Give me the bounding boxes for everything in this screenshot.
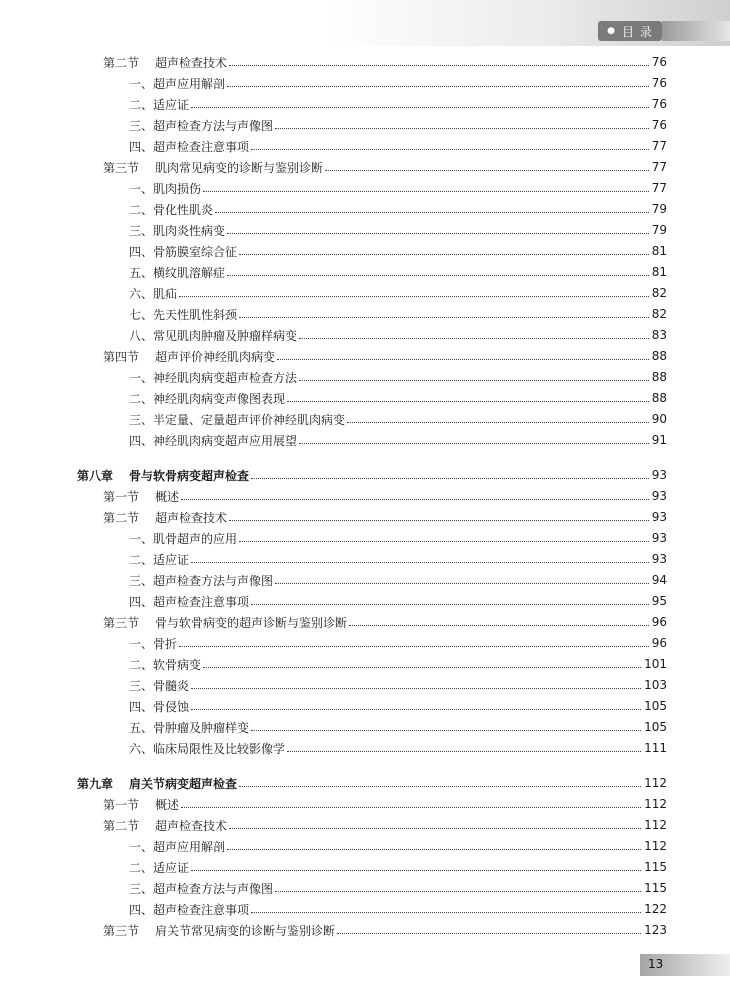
dot-leader bbox=[227, 85, 649, 87]
toc-number: 第二节 bbox=[103, 510, 140, 525]
toc-title: 肩关节常见病变的诊断与鉴别诊断 bbox=[155, 923, 336, 938]
toc-page-number: 77 bbox=[651, 160, 667, 174]
toc-title: 一、肌骨超声的应用 bbox=[129, 531, 238, 546]
toc-title: 超声评价神经肌肉病变 bbox=[155, 349, 276, 364]
toc-section-row bbox=[103, 613, 667, 631]
toc-section-row bbox=[103, 508, 667, 526]
toc-item-row bbox=[129, 655, 667, 673]
toc-item-row bbox=[129, 837, 667, 855]
toc-title: 一、超声应用解剖 bbox=[129, 839, 226, 854]
dot-leader bbox=[239, 316, 649, 318]
dot-leader bbox=[181, 498, 649, 500]
toc-page-number: 105 bbox=[644, 699, 667, 713]
toc-item-row bbox=[129, 179, 667, 197]
toc-item-row bbox=[129, 410, 667, 428]
toc-item-row bbox=[129, 200, 667, 218]
dot-leader bbox=[227, 848, 641, 850]
dot-leader bbox=[275, 890, 641, 892]
toc-page-number: 122 bbox=[644, 902, 667, 916]
dot-leader bbox=[203, 666, 641, 668]
toc-title: 四、超声检查注意事项 bbox=[129, 594, 250, 609]
dot-leader bbox=[191, 687, 641, 689]
toc-page-number: 96 bbox=[651, 636, 667, 650]
dot-leader bbox=[349, 624, 649, 626]
toc-page-number: 95 bbox=[651, 594, 667, 608]
toc-title: 四、神经肌肉病变超声应用展望 bbox=[129, 433, 298, 448]
toc-item-row bbox=[129, 95, 667, 113]
toc-section-row bbox=[103, 158, 667, 176]
toc-section-row bbox=[103, 347, 667, 365]
toc-title: 六、临床局限性及比较影像学 bbox=[129, 741, 286, 756]
toc-chapter-row bbox=[77, 774, 667, 792]
toc-page-number: 105 bbox=[644, 720, 667, 734]
toc-title: 超声检查技术 bbox=[155, 55, 228, 70]
toc-item-row bbox=[129, 305, 667, 323]
dot-leader bbox=[251, 911, 641, 913]
toc-number: 第二节 bbox=[103, 55, 140, 70]
toc-section-row bbox=[103, 53, 667, 71]
toc-chapter-row bbox=[77, 466, 667, 484]
toc-page-number: 79 bbox=[651, 202, 667, 216]
toc-page-number: 91 bbox=[651, 433, 667, 447]
dot-leader bbox=[239, 253, 649, 255]
toc-title: 五、横纹肌溶解症 bbox=[129, 265, 226, 280]
toc-number: 第一节 bbox=[103, 489, 140, 504]
toc-title: 一、肌肉损伤 bbox=[129, 181, 202, 196]
toc-title: 二、适应证 bbox=[129, 97, 190, 112]
toc-title: 八、常见肌肉肿瘤及肿瘤样病变 bbox=[129, 328, 298, 343]
dot-leader bbox=[299, 379, 649, 381]
toc-title: 二、适应证 bbox=[129, 860, 190, 875]
toc-title: 七、先天性肌性斜颈 bbox=[129, 307, 238, 322]
toc-page-number: 93 bbox=[651, 468, 667, 482]
dot-leader bbox=[239, 785, 641, 787]
toc-item-row bbox=[129, 879, 667, 897]
toc-item-row bbox=[129, 116, 667, 134]
dot-leader bbox=[251, 729, 641, 731]
toc-page-number: 115 bbox=[644, 860, 667, 874]
toc-title: 二、骨化性肌炎 bbox=[129, 202, 214, 217]
toc-item-row bbox=[129, 137, 667, 155]
header-label: 目 录 bbox=[622, 24, 653, 39]
toc-number: 第三节 bbox=[103, 923, 140, 938]
toc-page-number: 115 bbox=[644, 881, 667, 895]
toc-page-number: 81 bbox=[651, 265, 667, 279]
toc-section-row bbox=[103, 795, 667, 813]
toc-page-number: 77 bbox=[651, 181, 667, 195]
toc-title: 三、超声检查方法与声像图 bbox=[129, 881, 274, 896]
toc-page-number: 88 bbox=[651, 391, 667, 405]
toc-page-number: 90 bbox=[651, 412, 667, 426]
toc-section-row bbox=[103, 921, 667, 939]
toc-page-number: 111 bbox=[644, 741, 667, 755]
dot-leader bbox=[227, 274, 649, 276]
toc-title: 三、半定量、定量超声评价神经肌肉病变 bbox=[129, 412, 346, 427]
toc-title: 四、超声检查注意事项 bbox=[129, 139, 250, 154]
toc-page-number: 82 bbox=[651, 286, 667, 300]
dot-leader bbox=[251, 603, 649, 605]
toc-item-row bbox=[129, 389, 667, 407]
toc-title: 三、超声检查方法与声像图 bbox=[129, 118, 274, 133]
toc-title: 三、骨髓炎 bbox=[129, 678, 190, 693]
toc-section-row bbox=[103, 487, 667, 505]
toc-title: 超声检查技术 bbox=[155, 818, 228, 833]
dot-leader bbox=[347, 421, 649, 423]
toc-item-row bbox=[129, 326, 667, 344]
toc-title: 三、超声检查方法与声像图 bbox=[129, 573, 274, 588]
toc-title: 四、骨筋膜室综合征 bbox=[129, 244, 238, 259]
dot-leader bbox=[275, 127, 649, 129]
toc-title: 一、超声应用解剖 bbox=[129, 76, 226, 91]
toc-page-number: 123 bbox=[644, 923, 667, 937]
toc-item-row bbox=[129, 900, 667, 918]
toc-page-number: 112 bbox=[644, 839, 667, 853]
toc-title: 四、骨侵蚀 bbox=[129, 699, 190, 714]
toc-item-row bbox=[129, 697, 667, 715]
dot-leader bbox=[277, 358, 649, 360]
toc-title: 骨与软骨病变的超声诊断与鉴别诊断 bbox=[155, 615, 348, 630]
toc-item-row bbox=[129, 592, 667, 610]
toc-title: 二、软骨病变 bbox=[129, 657, 202, 672]
dot-leader bbox=[299, 337, 649, 339]
toc-page-number: 96 bbox=[651, 615, 667, 629]
toc-item-row bbox=[129, 431, 667, 449]
toc-page-number: 83 bbox=[651, 328, 667, 342]
page-number: 13 bbox=[648, 957, 664, 971]
dot-leader bbox=[337, 932, 641, 934]
toc-number: 第三节 bbox=[103, 160, 140, 175]
toc-title: 肩关节病变超声检查 bbox=[129, 776, 238, 791]
toc-page-number: 88 bbox=[651, 349, 667, 363]
toc-item-row bbox=[129, 242, 667, 260]
toc-item-row bbox=[129, 529, 667, 547]
dot-leader bbox=[203, 190, 649, 192]
dot-leader bbox=[181, 806, 641, 808]
toc-item-row bbox=[129, 550, 667, 568]
toc-title: 三、肌肉炎性病变 bbox=[129, 223, 226, 238]
toc-item-row bbox=[129, 368, 667, 386]
toc-item-row bbox=[129, 858, 667, 876]
dot-leader bbox=[215, 211, 649, 213]
dot-leader bbox=[179, 645, 649, 647]
dot-leader bbox=[191, 106, 649, 108]
toc-page-number: 77 bbox=[651, 139, 667, 153]
dot-leader bbox=[275, 582, 649, 584]
dot-leader bbox=[287, 750, 641, 752]
dot-leader bbox=[325, 169, 649, 171]
dot-leader bbox=[191, 561, 649, 563]
toc-item-row bbox=[129, 634, 667, 652]
dot-leader bbox=[191, 708, 641, 710]
toc-title: 骨与软骨病变超声检查 bbox=[129, 468, 250, 483]
header-fade bbox=[662, 21, 730, 41]
toc-page-number: 93 bbox=[651, 489, 667, 503]
toc-title: 概述 bbox=[155, 489, 180, 504]
dot-leader bbox=[179, 295, 649, 297]
toc-title: 一、骨折 bbox=[129, 636, 178, 651]
toc-item-row bbox=[129, 221, 667, 239]
toc-number: 第三节 bbox=[103, 615, 140, 630]
toc-page-number: 76 bbox=[651, 118, 667, 132]
dot-leader bbox=[191, 869, 641, 871]
toc-page-number: 103 bbox=[644, 678, 667, 692]
toc-page-number: 79 bbox=[651, 223, 667, 237]
toc-page-number: 82 bbox=[651, 307, 667, 321]
dot-leader bbox=[229, 827, 641, 829]
toc-title: 五、骨肿瘤及肿瘤样变 bbox=[129, 720, 250, 735]
toc-title: 二、神经肌肉病变声像图表现 bbox=[129, 391, 286, 406]
toc-item-row bbox=[129, 739, 667, 757]
toc-number: 第一节 bbox=[103, 797, 140, 812]
dot-leader bbox=[287, 400, 649, 402]
toc-item-row bbox=[129, 571, 667, 589]
toc-page-number: 93 bbox=[651, 552, 667, 566]
toc-page-number: 76 bbox=[651, 55, 667, 69]
dot-leader bbox=[227, 232, 649, 234]
dot-leader bbox=[251, 148, 649, 150]
toc-item-row bbox=[129, 263, 667, 281]
toc-title: 概述 bbox=[155, 797, 180, 812]
toc-page-number: 112 bbox=[644, 776, 667, 790]
dot-leader bbox=[299, 442, 649, 444]
bullet-icon: ● bbox=[607, 26, 617, 36]
toc-title: 二、适应证 bbox=[129, 552, 190, 567]
toc-page-number: 112 bbox=[644, 818, 667, 832]
toc-title: 一、神经肌肉病变超声检查方法 bbox=[129, 370, 298, 385]
toc-item-row bbox=[129, 284, 667, 302]
dot-leader bbox=[251, 477, 649, 479]
toc-page-number: 76 bbox=[651, 76, 667, 90]
dot-leader bbox=[229, 64, 649, 66]
toc-page-number: 88 bbox=[651, 370, 667, 384]
header-tab bbox=[598, 21, 662, 41]
dot-leader bbox=[239, 540, 649, 542]
toc-number: 第九章 bbox=[77, 776, 114, 791]
toc-title: 四、超声检查注意事项 bbox=[129, 902, 250, 917]
toc-page-number: 101 bbox=[644, 657, 667, 671]
toc-item-row bbox=[129, 718, 667, 736]
toc-number: 第四节 bbox=[103, 349, 140, 364]
toc-title: 超声检查技术 bbox=[155, 510, 228, 525]
toc-title: 肌肉常见病变的诊断与鉴别诊断 bbox=[155, 160, 324, 175]
toc-page-number: 76 bbox=[651, 97, 667, 111]
toc-item-row bbox=[129, 676, 667, 694]
toc-number: 第八章 bbox=[77, 468, 114, 483]
toc-page-number: 81 bbox=[651, 244, 667, 258]
toc-page-number: 93 bbox=[651, 510, 667, 524]
toc-item-row bbox=[129, 74, 667, 92]
toc-title: 六、肌疝 bbox=[129, 286, 178, 301]
toc-page-number: 94 bbox=[651, 573, 667, 587]
toc-number: 第二节 bbox=[103, 818, 140, 833]
toc-page-number: 112 bbox=[644, 797, 667, 811]
dot-leader bbox=[229, 519, 649, 521]
toc-section-row bbox=[103, 816, 667, 834]
toc-page-number: 93 bbox=[651, 531, 667, 545]
